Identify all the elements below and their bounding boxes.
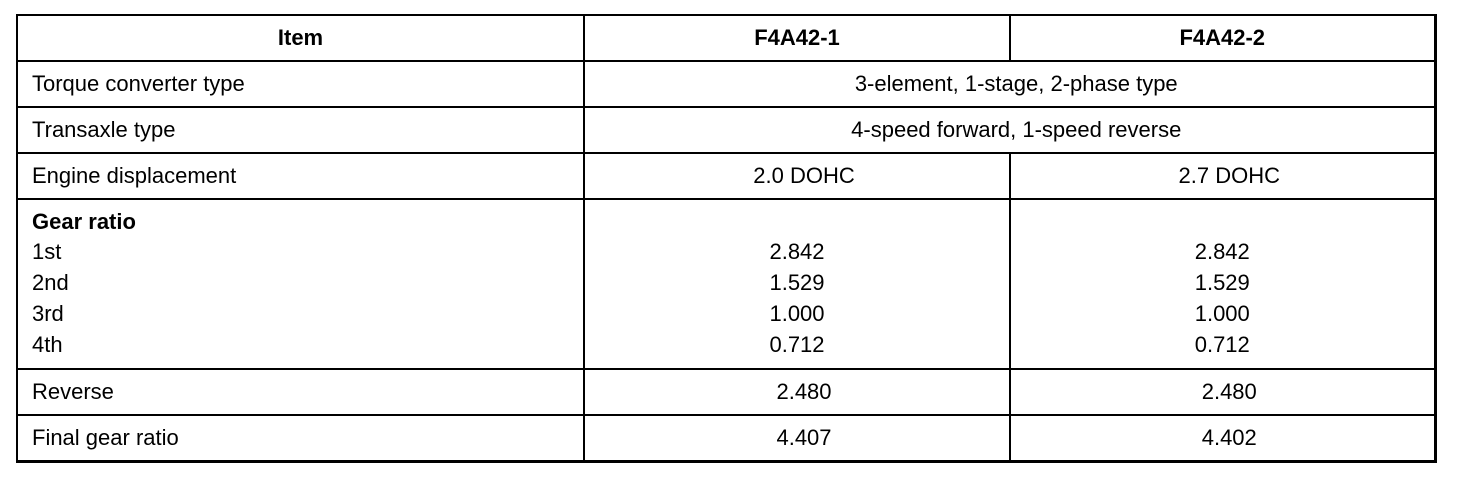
final-gear-value-2: 4.402 [1010, 415, 1435, 462]
gear-ratio-title: Gear ratio [32, 209, 136, 234]
final-gear-row [17, 415, 1435, 462]
gear-4th-label: 4th [32, 332, 63, 357]
gear-4th-value-1: 0.712 [769, 332, 825, 357]
transaxle-value: 4-speed forward, 1-speed reverse [584, 107, 1435, 153]
transaxle-row [17, 107, 1435, 153]
final-gear-value-1: 4.407 [584, 415, 1010, 462]
reverse-value-2: 2.480 [1010, 369, 1435, 415]
gear-2nd-value-2: 1.529 [1194, 270, 1250, 295]
header-model-1: F4A42-1 [584, 15, 1010, 61]
gear-ratio-values-1 [584, 199, 1010, 369]
gear-1st-value-2: 2.842 [1194, 239, 1250, 264]
engine-value-2: 2.7 DOHC [1010, 153, 1435, 199]
torque-converter-row [17, 61, 1435, 107]
header-model-2: F4A42-2 [1010, 15, 1435, 61]
torque-converter-value: 3-element, 1-stage, 2-phase type [584, 61, 1435, 107]
reverse-row [17, 369, 1435, 415]
reverse-label: Reverse [17, 369, 584, 415]
gear-ratio-row [17, 199, 1435, 369]
gear-1st-label: 1st [32, 239, 62, 264]
reverse-value-1: 2.480 [584, 369, 1010, 415]
header-item: Item [17, 15, 584, 61]
gear-ratio-values-2 [1010, 199, 1435, 369]
torque-converter-label: Torque converter type [17, 61, 584, 107]
gear-2nd-value-1: 1.529 [769, 270, 825, 295]
engine-label: Engine displacement [17, 153, 584, 199]
gear-3rd-value-1: 1.000 [769, 301, 825, 326]
engine-value-1: 2.0 DOHC [584, 153, 1010, 199]
transaxle-label: Transaxle type [17, 107, 584, 153]
gear-2nd-label: 2nd [32, 270, 69, 295]
gear-1st-value-1: 2.842 [769, 239, 825, 264]
gear-ratio-labels [17, 199, 584, 369]
gear-3rd-label: 3rd [32, 301, 64, 326]
engine-row [17, 153, 1435, 199]
spec-table [16, 14, 1437, 463]
final-gear-label: Final gear ratio [17, 415, 584, 462]
header-row [17, 15, 1435, 61]
gear-4th-value-2: 0.712 [1194, 332, 1250, 357]
gear-3rd-value-2: 1.000 [1194, 301, 1250, 326]
